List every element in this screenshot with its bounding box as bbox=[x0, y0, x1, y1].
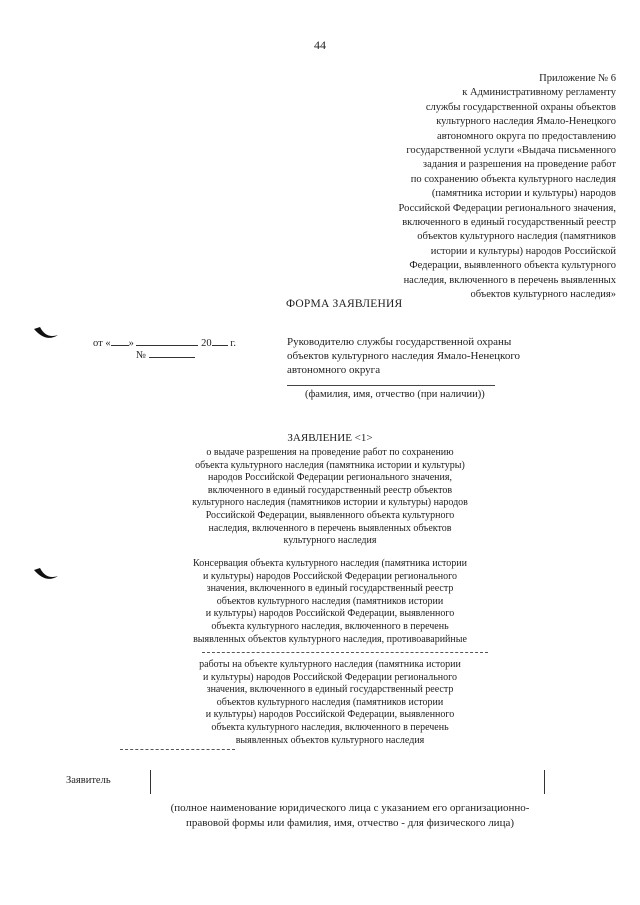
activity-line: и культуры) народов Российской Федерации, выявленного bbox=[205, 608, 455, 620]
number-label: № bbox=[136, 350, 147, 361]
statement-line: культурного наследия (памятников истории и культуры) народов bbox=[192, 497, 468, 509]
appendix-line: государственной услуги «Выдача письменного bbox=[406, 145, 616, 157]
addressee-line: автономного округа bbox=[287, 364, 381, 376]
activity-description bbox=[130, 558, 530, 646]
appendix-header bbox=[360, 72, 616, 303]
appendix-line: Приложение № 6 bbox=[539, 73, 616, 84]
works-line: работы на объекте культурного наследия (памятника истории bbox=[199, 659, 461, 670]
works-description bbox=[130, 659, 530, 747]
punch-hole-mark-bottom bbox=[32, 566, 60, 584]
addressee-name-line[interactable] bbox=[287, 385, 495, 386]
activity-line: выявленных объектов культурного наследия, противоаварийные bbox=[193, 633, 467, 645]
appendix-line: объектов культурного наследия» bbox=[470, 289, 616, 301]
appendix-line: к Административному регламенту bbox=[462, 87, 616, 99]
applicant-field[interactable] bbox=[152, 770, 544, 794]
appendix-line: наследия, включенного в перечень выявленных bbox=[403, 274, 616, 286]
number-field[interactable] bbox=[136, 347, 195, 361]
appendix-line: включенного в единый государственный реестр bbox=[402, 217, 616, 229]
appendix-line: по сохранению объекта культурного наследия bbox=[410, 173, 616, 185]
statement-line: включенного в единый государственный реестр объектов bbox=[207, 484, 453, 496]
activity-line: Консервация объекта культурного наследия (памятника истории bbox=[193, 558, 467, 569]
day-blank[interactable] bbox=[111, 335, 129, 346]
separator-dashed-line bbox=[202, 652, 488, 653]
footnote-separator bbox=[120, 749, 235, 750]
statement-line: наследия, включенного в перечень выявленных объектов bbox=[208, 522, 452, 534]
activity-line: объекта культурного наследия, включенного в перечень bbox=[211, 620, 449, 632]
applicant-caption bbox=[140, 801, 560, 830]
statement-line: о выдаче разрешения на проведение работ по сохранению bbox=[206, 447, 454, 458]
addressee-block bbox=[287, 335, 587, 377]
appendix-line: автономного округа по предоставлению bbox=[436, 130, 616, 142]
activity-line: объектов культурного наследия (памятников истории bbox=[216, 595, 444, 607]
appendix-line: истории и культуры) народов Российской bbox=[430, 245, 616, 257]
statement-line: Российской Федерации, выявленного объекта культурного bbox=[205, 509, 455, 521]
applicant-caption-line: (полное наименование юридического лица с указанием его организационно- bbox=[170, 802, 530, 814]
works-line: значения, включенного в единый государственный реестр bbox=[206, 684, 454, 696]
appendix-line: службы государственной охраны объектов bbox=[425, 101, 616, 113]
addressee-name-caption: (фамилия, имя, отчество (при наличии)) bbox=[305, 389, 485, 400]
applicant-label: Заявитель bbox=[66, 775, 111, 786]
punch-hole-mark-top bbox=[32, 325, 60, 343]
applicant-caption-line: правовой формы или фамилия, имя, отчество - для физического лица) bbox=[185, 816, 515, 829]
works-line: и культуры) народов Российской Федерации, выявленного bbox=[205, 709, 455, 721]
appendix-line: задания и разрешения на проведение работ bbox=[422, 159, 616, 171]
statement-description bbox=[130, 447, 530, 548]
activity-line: значения, включенного в единый государственный реестр bbox=[206, 583, 454, 595]
works-line: выявленных объектов культурного наследия bbox=[235, 734, 425, 746]
form-title: ФОРМА ЗАЯВЛЕНИЯ bbox=[286, 298, 403, 310]
works-line: объектов культурного наследия (памятников истории bbox=[216, 696, 444, 708]
appendix-line: Федерации, выявленного объекта культурного bbox=[409, 260, 616, 272]
activity-line: и культуры) народов Российской Федерации регионального bbox=[203, 570, 457, 582]
date-prefix: от « bbox=[93, 338, 111, 349]
statement-line: объекта культурного наследия (памятника истории и культуры) bbox=[195, 459, 465, 471]
appendix-line: Российской Федерации регионального значения, bbox=[398, 202, 616, 214]
statement-line: культурного наследия bbox=[283, 535, 377, 547]
appendix-line: объектов культурного наследия (памятников bbox=[417, 231, 616, 243]
month-blank[interactable] bbox=[136, 335, 198, 346]
year-prefix: 20 bbox=[201, 338, 212, 349]
appendix-line: (памятника истории и культуры) народов bbox=[431, 188, 616, 200]
statement-line: народов Российской Федерации регионального значения, bbox=[208, 472, 452, 484]
addressee-line: Руководителю службы государственной охраны bbox=[287, 336, 512, 348]
date-mid: » bbox=[128, 338, 134, 349]
statement-heading: ЗАЯВЛЕНИЕ <1> bbox=[287, 432, 373, 444]
year-blank[interactable] bbox=[212, 335, 228, 346]
applicant-field-left-edge bbox=[150, 770, 151, 794]
works-line: объекта культурного наследия, включенного в перечень bbox=[211, 721, 449, 733]
appendix-line: культурного наследия Ямало-Ненецкого bbox=[436, 116, 616, 128]
number-blank[interactable] bbox=[149, 347, 195, 358]
page-number: 44 bbox=[314, 38, 326, 52]
applicant-field-right-edge bbox=[544, 770, 545, 794]
works-line: и культуры) народов Российской Федерации регионального bbox=[203, 671, 457, 683]
year-suffix: г. bbox=[230, 338, 236, 349]
addressee-line: объектов культурного наследия Ямало-Ненецкого bbox=[287, 350, 521, 362]
